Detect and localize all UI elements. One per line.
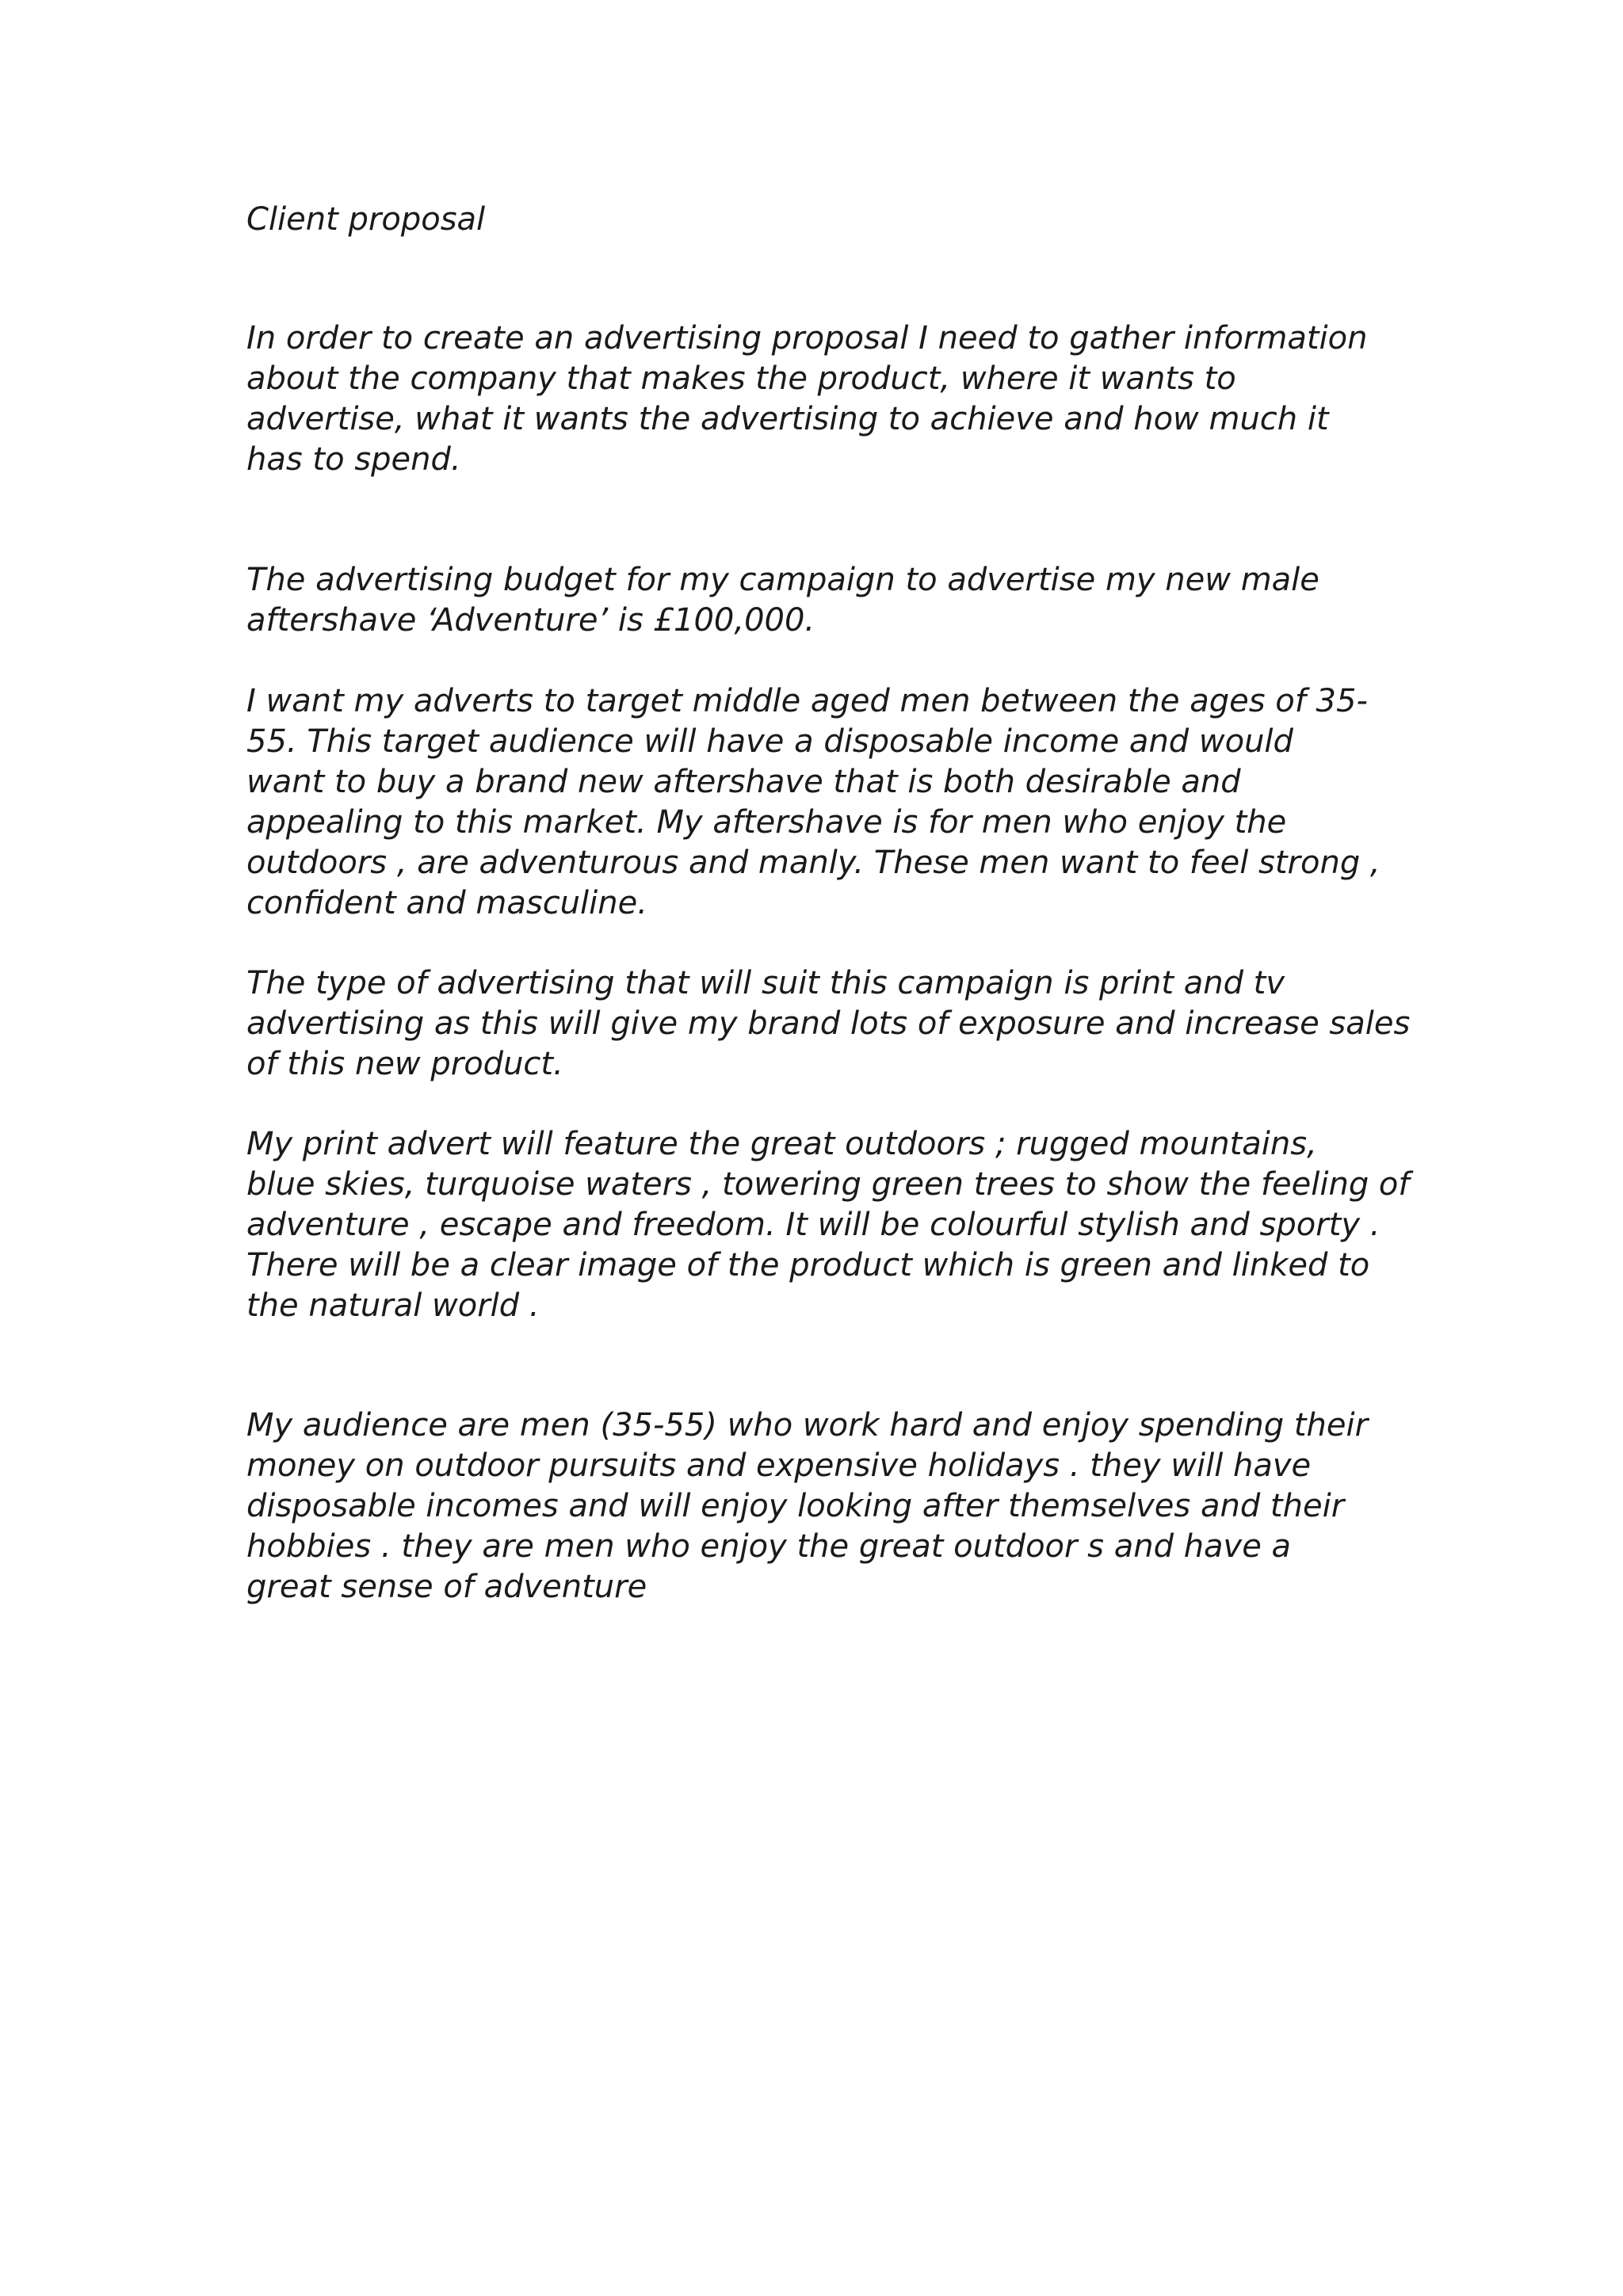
paragraph-line: want to buy a brand new aftershave that is both desirable and <box>246 764 1241 800</box>
paragraph-budget <box>246 560 1396 641</box>
paragraph-line: the natural world . <box>246 1287 540 1324</box>
paragraph-line: My audience are men (35-55) who work hard and enjoy spending their <box>246 1407 1369 1444</box>
paragraph-line: confident and masculine. <box>246 885 647 921</box>
paragraph-line: appealing to this market. My aftershave is for men who enjoy the <box>246 804 1287 841</box>
paragraph-line: In order to create an advertising proposal I need to gather information <box>246 320 1368 357</box>
paragraph-line: My print advert will feature the great outdoors ; rugged mountains, <box>246 1126 1317 1162</box>
paragraph-intro <box>246 318 1396 480</box>
paragraph-line: money on outdoor pursuits and expensive holidays . they will have <box>246 1447 1312 1484</box>
document-title <box>246 200 1396 240</box>
paragraph-advertising-type <box>246 963 1411 1085</box>
paragraph-line: outdoors , are adventurous and manly. These men want to feel strong , <box>246 845 1381 881</box>
paragraph-target-audience <box>246 681 1396 924</box>
paragraph-line: disposable incomes and will enjoy looking after themselves and their <box>246 1488 1345 1524</box>
paragraph-line: of this new product. <box>246 1046 563 1082</box>
paragraph-line: great sense of adventure <box>246 1569 647 1605</box>
paragraph-audience <box>246 1405 1396 1608</box>
paragraph-print-advert <box>246 1124 1410 1326</box>
paragraph-line: aftershave ‘Adventure’ is £100,000. <box>246 602 815 639</box>
paragraph-line: blue skies, turquoise waters , towering green trees to show the feeling of <box>246 1166 1410 1203</box>
title-line: Client proposal <box>246 201 486 238</box>
paragraph-line: There will be a clear image of the product which is green and linked to <box>246 1247 1370 1283</box>
paragraph-line: has to spend. <box>246 441 461 478</box>
paragraph-line: advertise, what it wants the advertising to achieve and how much it <box>246 401 1329 437</box>
paragraph-line: advertising as this will give my brand lots of exposure and increase sales <box>246 1005 1411 1042</box>
paragraph-line: adventure , escape and freedom. It will be colourful stylish and sporty . <box>246 1207 1381 1243</box>
paragraph-line: I want my adverts to target middle aged men between the ages of 35- <box>246 683 1368 719</box>
paragraph-line: 55. This target audience will have a disposable income and would <box>246 723 1293 760</box>
paragraph-line: The type of advertising that will suit this campaign is print and tv <box>246 965 1285 1001</box>
paragraph-line: The advertising budget for my campaign to advertise my new male <box>246 562 1319 598</box>
paragraph-line: hobbies . they are men who enjoy the great outdoor s and have a <box>246 1528 1292 1565</box>
paragraph-line: about the company that makes the product, where it wants to <box>246 360 1236 397</box>
